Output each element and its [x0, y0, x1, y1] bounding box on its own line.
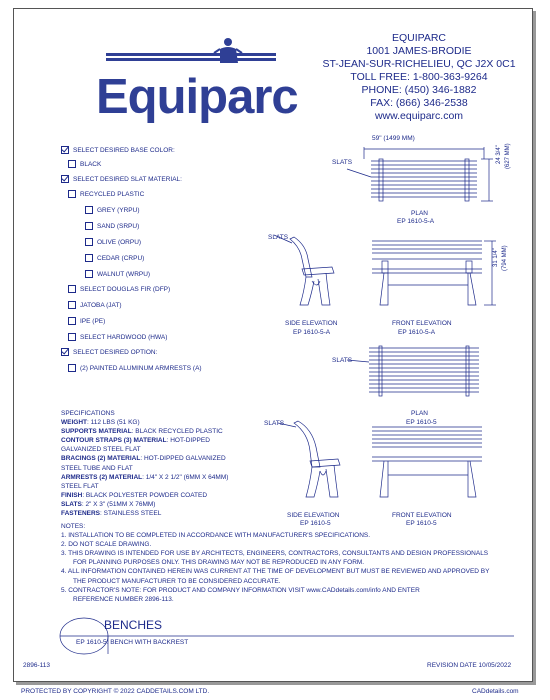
checkbox-icon[interactable] — [68, 333, 76, 341]
title-block-subtitle: EP 1610-5: BENCH WITH BACKREST — [76, 639, 189, 646]
company-city: ST-JEAN-SUR-RICHELIEU, QC J2X 0C1 — [322, 58, 516, 70]
spec-fasteners: FASTENERS: STAINLESS STEEL — [61, 510, 162, 518]
equiparc-logo — [96, 37, 298, 137]
option-recycled-plastic[interactable]: RECYCLED PLASTIC — [68, 190, 144, 198]
option-jatoba[interactable]: JATOBA (JAT) — [68, 301, 122, 309]
note-3b: FOR PLANNING PURPOSES ONLY. THIS DRAWING MAY NOT BE REPRODUCED IN ANY FORM. — [73, 559, 365, 567]
plan-a-slats — [371, 161, 477, 197]
logo-wordmark: Equiparc — [96, 70, 298, 124]
option-base-color[interactable]: SELECT DESIRED BASE COLOR: — [61, 146, 175, 154]
spec-armrests-2: STEEL FLAT — [61, 482, 99, 490]
front-a-title: FRONT ELEVATION — [392, 320, 452, 327]
notes — [61, 522, 501, 604]
plan-view-a-drawing — [359, 147, 499, 207]
spec-bracings-2: STEEL TUBE AND FLAT — [61, 464, 133, 472]
depth-dimension-1: 24 3/4" — [496, 145, 502, 164]
spec-supports: SUPPORTS MATERIAL: BLACK RECYCLED PLASTIC — [61, 428, 223, 436]
company-website: www.equiparc.com — [374, 110, 464, 122]
option-walnut[interactable]: WALNUT (WRPU) — [85, 270, 150, 278]
spec-slats: SLATS: 2" X 3" (51MM X 76MM) — [61, 500, 156, 508]
side-a-title: SIDE ELEVATION — [285, 320, 338, 327]
front-elevation-a-drawing — [364, 239, 494, 309]
drawing-number: 2896-113 — [23, 662, 50, 669]
side-a-ref: EP 1610-5-A — [293, 329, 331, 336]
title-block-title: BENCHES — [104, 618, 163, 632]
note-4: 4. ALL INFORMATION CONTAINED HEREIN WAS CURRENT AT THE TIME OF DEVELOPMENT BUT MUST BE REVIEWED AND APPROVED BY — [61, 568, 490, 576]
spec-contour-2: GALVANIZED STEEL FLAT — [61, 446, 141, 454]
option-cedar[interactable]: CEDAR (CRPU) — [85, 254, 144, 262]
note-4b: THE PRODUCT MANUFACTURER TO BE CONSIDERED ACCURATE. — [73, 577, 281, 585]
checkbox-icon[interactable] — [61, 348, 69, 356]
checkbox-icon[interactable] — [68, 301, 76, 309]
checkbox-icon[interactable] — [61, 175, 69, 183]
note-1: 1. INSTALLATION TO BE COMPLETED IN ACCORDANCE WITH MANUFACTURER'S SPECIFICATIONS. — [61, 532, 371, 540]
specs-heading: SPECIFICATIONS — [61, 410, 115, 417]
side-ref: EP 1610-5 — [300, 520, 331, 527]
option-black[interactable]: BLACK — [68, 160, 101, 168]
plan-ref: EP 1610-5 — [406, 419, 437, 426]
note-5b: REFERENCE NUMBER 2896-113. — [73, 595, 174, 603]
notes-heading: NOTES: — [61, 523, 86, 530]
copyright-text: PROTECTED BY COPYRIGHT © 2022 CADDETAILS.COM LTD. — [21, 688, 210, 695]
checkbox-icon[interactable] — [68, 317, 76, 325]
height-dimension-2: (794 MM) — [502, 245, 508, 271]
caddetails-link[interactable]: CADdetails.com — [472, 688, 519, 695]
plan-a-title: PLAN — [411, 210, 428, 217]
spec-finish: FINISH: BLACK POLYESTER POWDER COATED — [61, 491, 208, 499]
spec-weight: WEIGHT: 112 LBS (51 KG) — [61, 419, 140, 427]
option-hardwood[interactable]: SELECT HARDWOOD (HWA) — [68, 333, 167, 341]
company-toll-free: TOLL FREE: 1-800-363-9264 — [350, 71, 488, 83]
side-slats-label: SLATS — [264, 420, 285, 427]
front-ref: EP 1610-5 — [406, 520, 437, 527]
drawing-sheet — [13, 8, 533, 682]
company-info — [314, 32, 524, 123]
note-3: 3. THIS DRAWING IS INTENDED FOR USE BY ARCHITECTS, ENGINEERS, CONTRACTORS, CONSULTANTS AND DESIGN PROFESSIONALS — [61, 550, 489, 558]
option-sand[interactable]: SAND (SRPU) — [85, 222, 139, 230]
option-douglas-fir[interactable]: SELECT DOUGLAS FIR (DFP) — [68, 285, 170, 293]
side-a-slats-label: SLATS — [268, 234, 289, 241]
option-olive[interactable]: OLIVE (ORPU) — [85, 238, 141, 246]
option-select-option[interactable]: SELECT DESIRED OPTION: — [61, 348, 157, 356]
checkbox-icon[interactable] — [85, 254, 93, 262]
spec-bracings: BRACINGS (2) MATERIAL: HOT-DIPPED GALVANIZED — [61, 455, 226, 463]
checkbox-icon[interactable] — [68, 285, 76, 293]
spec-contour: CONTOUR STRAPS (3) MATERIAL: HOT-DIPPED — [61, 437, 210, 445]
height-dimension-1: 31 1/4" — [493, 248, 499, 267]
note-5: 5. CONTRACTOR'S NOTE: FOR PRODUCT AND COMPANY INFORMATION VISIT www.CADdetails.com/info AND ENTER — [61, 586, 420, 594]
company-phone: PHONE: (450) 346-1882 — [361, 84, 477, 96]
specifications — [61, 409, 501, 518]
option-grey[interactable]: GREY (YRPU) — [85, 206, 140, 214]
front-a-ref: EP 1610-5-A — [398, 329, 436, 336]
option-armrests[interactable]: (2) PAINTED ALUMINUM ARMRESTS (A) — [68, 364, 202, 372]
checkbox-icon[interactable] — [61, 146, 69, 154]
side-elevation-a-drawing — [282, 237, 342, 307]
option-slat-material[interactable]: SELECT DESIRED SLAT MATERIAL: — [61, 175, 182, 183]
depth-dimension-2: (627 MM) — [505, 143, 511, 169]
note-2: 2. DO NOT SCALE DRAWING. — [61, 541, 152, 549]
front-title: FRONT ELEVATION — [392, 512, 452, 519]
footer-bar — [0, 687, 550, 700]
plan-a-ref: EP 1610-5-A — [397, 218, 435, 225]
checkbox-icon[interactable] — [68, 190, 76, 198]
option-ipe[interactable]: IPE (PE) — [68, 317, 105, 325]
checkbox-icon[interactable] — [68, 160, 76, 168]
checkbox-icon[interactable] — [68, 364, 76, 372]
company-name: EQUIPARC — [391, 32, 447, 44]
company-fax: FAX: (866) 346-2538 — [370, 97, 468, 109]
revision-date: REVISION DATE 10/05/2022 — [427, 662, 512, 669]
checkbox-icon[interactable] — [85, 222, 93, 230]
width-dimension: 59" (1499 MM) — [372, 135, 415, 142]
company-address: 1001 JAMES-BRODIE — [366, 45, 472, 57]
plan-view-drawing — [359, 344, 499, 404]
plan-a-slats-label: SLATS — [332, 159, 353, 166]
checkbox-icon[interactable] — [85, 238, 93, 246]
plan-slats-label: SLATS — [332, 357, 353, 364]
checkbox-icon[interactable] — [85, 270, 93, 278]
spec-armrests: ARMRESTS (2) MATERIAL: 1/4" X 2 1/2" (6MM X 64MM) — [61, 473, 229, 481]
plan-title: PLAN — [411, 410, 428, 417]
checkbox-icon[interactable] — [85, 206, 93, 214]
side-title: SIDE ELEVATION — [287, 512, 340, 519]
